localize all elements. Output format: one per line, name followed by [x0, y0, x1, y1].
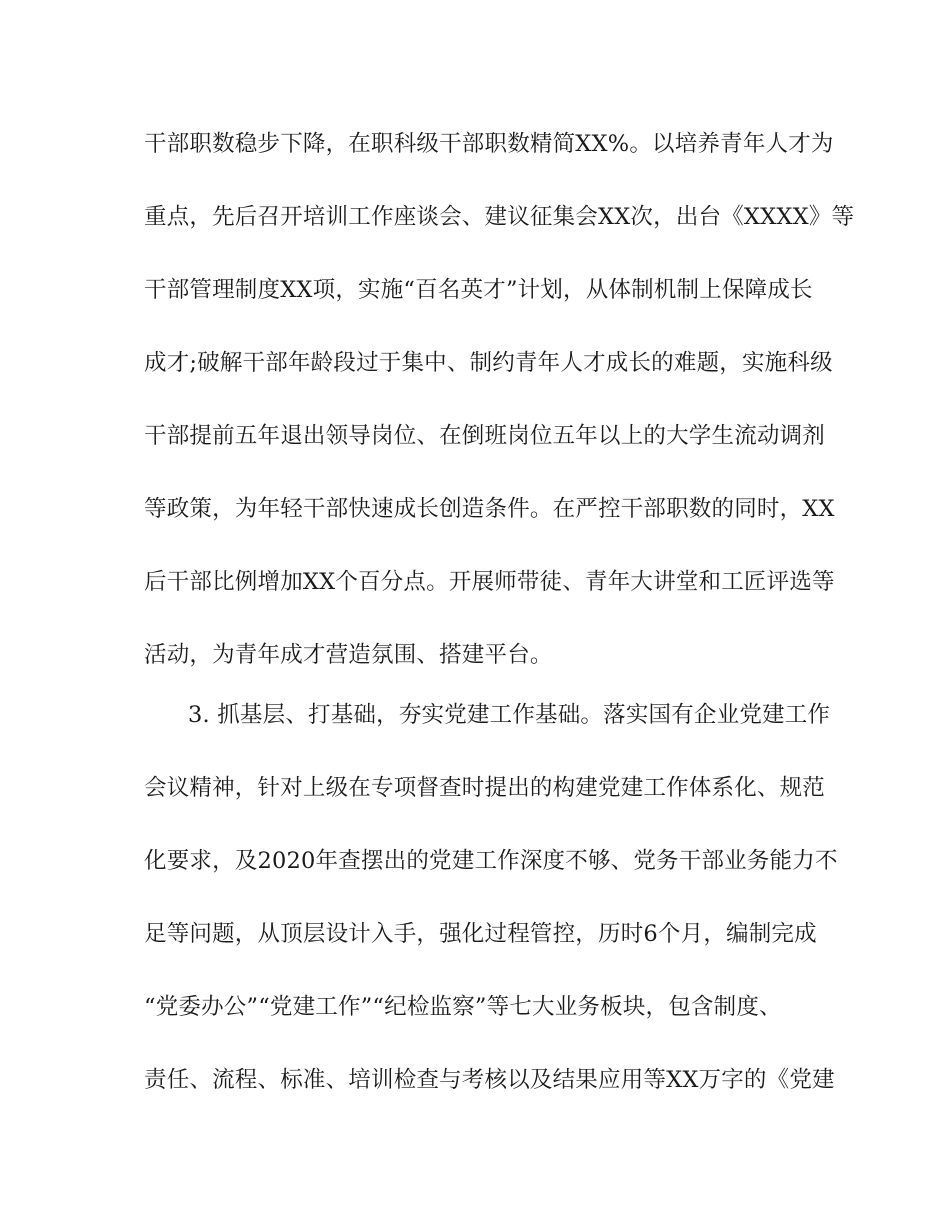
paragraph-line-5: 干部提前五年退出领导岗位、在倒班岗位五年以上的大学生流动调剂: [144, 423, 826, 449]
paragraph-line-14: 责任、流程、标准、培训检查与考核以及结果应用等XX万字的《党建: [144, 1067, 835, 1093]
paragraph-line-11: 化要求，及2020年查摆出的党建工作深度不够、党务干部业务能力不: [144, 848, 838, 874]
paragraph-line-13: “党委办公”“党建工作”“纪检监察”等七大业务板块，包含制度、: [144, 994, 782, 1020]
paragraph-line-4: 成才;破解干部年龄段过于集中、制约青年人才成长的难题，实施科级: [144, 350, 833, 376]
paragraph-line-12: 足等问题，从顶层设计入手，强化过程管控，历时6个月，编制完成: [144, 921, 817, 947]
section-3-heading-line: 3. 抓基层、打基础，夯实党建工作基础。落实国有企业党建工作: [188, 702, 831, 728]
paragraph-line-6: 等政策，为年轻干部快速成长创造条件。在严控干部职数的同时，XX: [144, 496, 835, 522]
paragraph-line-3: 干部管理制度XX项，实施“百名英才”计划，从体制机制上保障成长: [144, 277, 813, 303]
paragraph-line-7: 后干部比例增加XX个百分点。开展师带徒、青年大讲堂和工匠评选等: [144, 569, 835, 595]
paragraph-line-8: 活动，为青年成才营造氛围、搭建平台。: [144, 642, 553, 668]
paragraph-line-2: 重点，先后召开培训工作座谈会、建议征集会XX次，出台《XXXX》等: [144, 204, 855, 230]
paragraph-line-1: 干部职数稳步下降，在职科级干部职数精简XX%。以培养青年人才为: [144, 131, 834, 157]
paragraph-line-10: 会议精神，针对上级在专项督查时提出的构建党建工作体系化、规范: [144, 775, 826, 801]
